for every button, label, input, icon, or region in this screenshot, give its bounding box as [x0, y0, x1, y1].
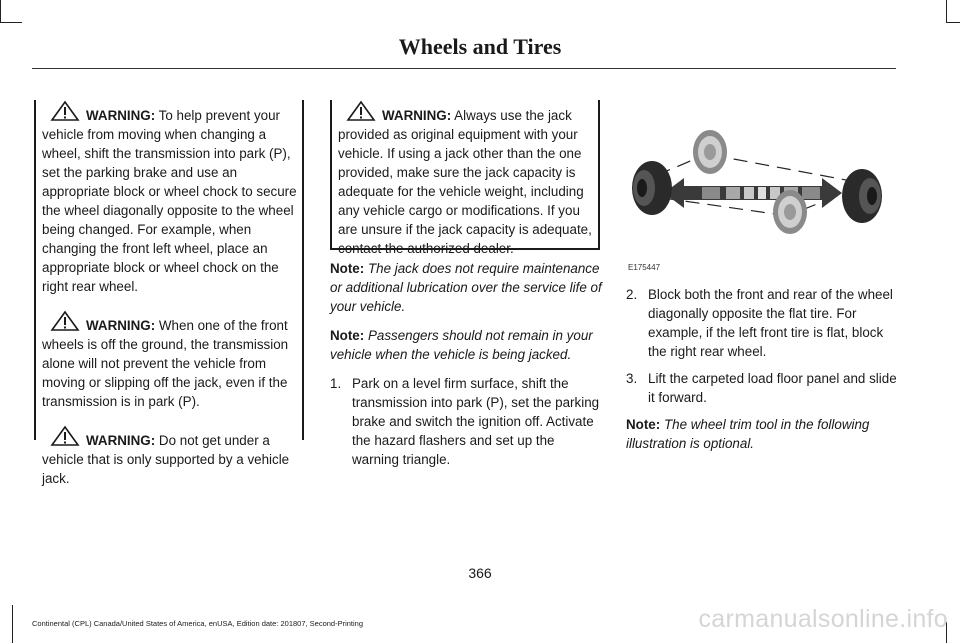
warning-label: WARNING: — [86, 318, 156, 333]
warning-block — [338, 100, 594, 258]
note: Note: Passengers should not remain in your vehicle when the vehicle is being jacked. — [330, 328, 593, 362]
page-title: Wheels and Tires — [398, 34, 562, 59]
watermark: carmanualsonline.info — [698, 605, 948, 633]
warning-block — [42, 310, 298, 411]
header-rule — [32, 68, 896, 69]
crop-mark — [12, 605, 13, 643]
column-2-body — [330, 259, 602, 477]
warning-label: WARNING: — [86, 108, 156, 123]
list-item — [330, 374, 602, 469]
edition-footer: Continental (CPL) Canada/United States of America, enUSA, Edition date: 201807, Second-Printing — [32, 619, 364, 628]
wheel-block-illustration — [622, 100, 894, 275]
list-text: Lift the carpeted load floor panel and slide it forward. — [648, 371, 897, 405]
warning-triangle-icon — [346, 100, 376, 122]
crop-mark — [0, 0, 1, 22]
list-number: 2. — [626, 287, 638, 302]
warning-triangle-icon — [50, 425, 80, 447]
list-text: Park on a level firm surface, shift the transmission into park (P), set the parking brake and switch the ignition off. Activate the hazard flashers and set up the warning triangle. — [352, 376, 600, 467]
figure-code: E175447 — [628, 263, 661, 272]
page-number: 366 — [468, 565, 492, 581]
warning-text: When one of the front wheels is off the ground, the transmission alone will not prevent the vehicle from moving or slipping off the jack, even if the transmission is in park (P). — [42, 318, 289, 409]
warning-label: WARNING: — [382, 108, 452, 123]
crop-mark — [946, 22, 960, 23]
column-3-body — [626, 285, 898, 463]
list-number: 3. — [626, 371, 638, 386]
list-number: 1. — [330, 376, 342, 391]
note: Note: The wheel trim tool in the following illustration is optional. — [626, 417, 870, 451]
list-item — [626, 369, 898, 407]
crop-mark — [946, 0, 947, 22]
warning-box-column-2 — [330, 100, 600, 256]
warning-text: Always use the jack provided as original equipment with your vehicle. If using a jack other than the one provided, make sure the jack capacity is adequate for the vehicle weight, including any vehicle cargo or modifications. If you are unsure if the jack capacity is adequate, contact the authorized dealer. — [338, 108, 592, 256]
warning-label: WARNING: — [86, 433, 156, 448]
list-text: Block both the front and rear of the wheel diagonally opposite the flat tire. For example, if the left front tire is flat, block the right rear wheel. — [648, 287, 893, 359]
list-item — [626, 285, 898, 361]
warning-text: Do not get under a vehicle that is only supported by a vehicle jack. — [42, 433, 290, 486]
crop-mark — [0, 22, 22, 23]
warning-text: To help prevent your vehicle from moving when changing a wheel, shift the transmission into park (P), set the parking brake and use an appropriate block or wheel chock to secure the wheel diagonally opposite to the wheel being changed. For example, when changing the front left wheel, place an appropriate block or wheel chock on the right rear wheel. — [42, 108, 297, 294]
warning-block — [42, 100, 298, 296]
warning-triangle-icon — [50, 100, 80, 122]
warning-triangle-icon — [50, 310, 80, 332]
warning-block — [42, 425, 298, 488]
note: Note: The jack does not require maintenance or additional lubrication over the service life of your vehicle. — [330, 261, 602, 314]
warning-column-1 — [34, 100, 304, 486]
